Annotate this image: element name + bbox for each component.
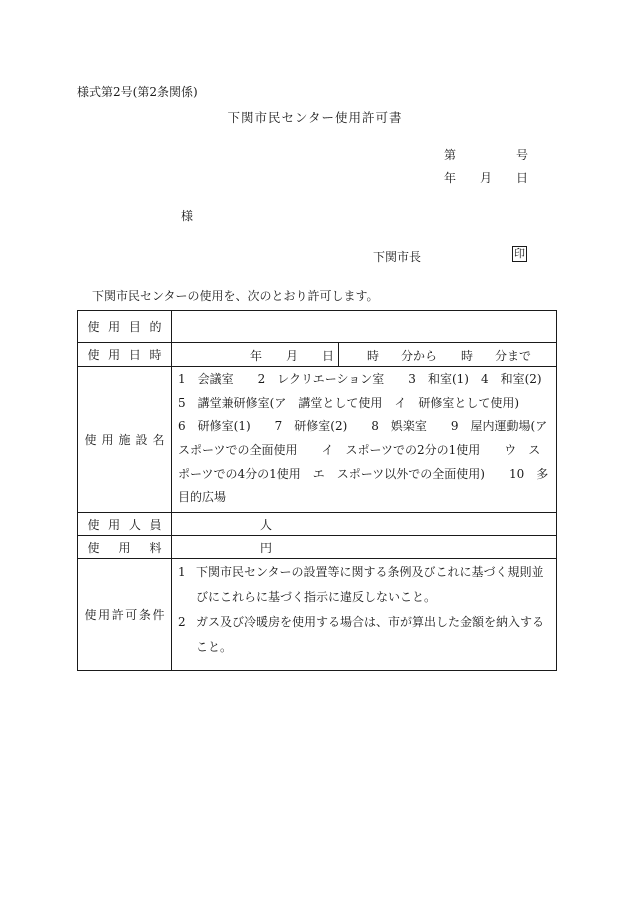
- facility-line: 5 講堂兼研修室(ア 講堂として使用 イ 研修室として使用): [178, 395, 520, 410]
- issuer-name: 下関市長: [373, 250, 422, 264]
- conditions-label-cell: [78, 559, 172, 671]
- label-char: 料: [149, 540, 162, 555]
- people-row: [78, 513, 557, 536]
- label-char: 用: [98, 608, 111, 622]
- datetime-value-cell: [172, 343, 557, 367]
- purpose-value-cell: [172, 311, 557, 343]
- label-char: 的: [149, 320, 162, 334]
- label-char: 施: [118, 433, 131, 447]
- condition-text: ガス及び冷暖房を使用する場合は、市が算出した金額を納入すること。: [196, 615, 545, 654]
- issue-day-label: 日: [515, 171, 528, 185]
- form-number-label: 様式第2号(第2条関係): [77, 85, 198, 99]
- recipient-honorific: 様: [181, 209, 194, 223]
- label-char: 日: [128, 348, 141, 362]
- end-hour-label: 時: [461, 349, 474, 363]
- facility-line: スポーツでの全面使用 イ スポーツでの2分の1使用 ウ ス: [178, 443, 541, 457]
- document-title: 下関市民センター使用許可書: [227, 110, 403, 125]
- label-char: 使: [87, 540, 100, 555]
- label-char: 用: [108, 320, 121, 334]
- purpose-label-cell: [78, 311, 172, 343]
- use-day-label: 日: [322, 349, 335, 363]
- start-hour-label: 時: [367, 349, 380, 363]
- label-char: 員: [149, 517, 162, 532]
- permit-number-line: [444, 146, 528, 163]
- number-prefix: 第: [444, 148, 457, 162]
- conditions-value-cell: [172, 559, 557, 671]
- purpose-row: [78, 311, 557, 343]
- label-char: 人: [128, 517, 141, 532]
- label-char: 使: [84, 433, 97, 447]
- facility-line: 6 研修室(1) 7 研修室(2) 8 娯楽室 9 屋内運動場(ア: [178, 419, 548, 434]
- use-time-subcell: [339, 343, 556, 366]
- label-char: 件: [152, 608, 165, 622]
- label-char: 時: [149, 348, 162, 362]
- label-char: 目: [128, 320, 141, 334]
- fee-unit: 円: [260, 540, 273, 555]
- label-char: 許: [111, 608, 124, 622]
- number-suffix: 号: [515, 148, 528, 162]
- people-label-cell: [78, 513, 172, 536]
- purpose-label: [88, 318, 162, 335]
- use-date-subcell: [172, 343, 339, 366]
- use-year-label: 年: [250, 349, 263, 363]
- label-char: 使: [84, 608, 97, 622]
- condition-number: 1: [178, 565, 186, 579]
- label-char: 設: [135, 433, 148, 447]
- intro-statement: 下関市民センターの使用を、次のとおり許可します。: [92, 289, 379, 303]
- conditions-list: [172, 559, 556, 668]
- facility-label: [85, 431, 165, 448]
- datetime-row: [78, 343, 557, 367]
- issue-date-line: [444, 169, 528, 186]
- facility-options: [172, 367, 556, 512]
- facility-line: 目的広場: [178, 490, 227, 505]
- label-char: 条: [138, 608, 151, 622]
- condition-item: [178, 610, 550, 660]
- fee-value-cell: [172, 536, 557, 559]
- people-label: [88, 516, 162, 533]
- facility-row: [78, 367, 557, 513]
- label-char: 使: [87, 517, 100, 532]
- facility-line: 1 会議室 2 レクリエーション室 3 和室(1) 4 和室(2): [178, 372, 542, 387]
- label-char: 用: [108, 517, 121, 532]
- permit-details-table: [77, 310, 557, 671]
- condition-text: 下関市民センターの設置等に関する条例及びこれに基づく規則並びにこれらに基づく指示に違反しないこと。: [196, 565, 544, 604]
- issue-month-label: 月: [479, 171, 492, 185]
- facility-label-cell: [78, 367, 172, 513]
- label-char: 名: [152, 433, 165, 447]
- condition-item: [178, 560, 550, 610]
- label-char: 用: [101, 433, 114, 447]
- label-char: 使: [87, 320, 100, 334]
- fee-label: [88, 539, 162, 556]
- conditions-row: [78, 559, 557, 671]
- label-char: 用: [108, 348, 121, 362]
- label-char: 可: [125, 608, 138, 622]
- datetime-label: [88, 346, 162, 363]
- use-month-label: 月: [286, 349, 299, 363]
- label-char: 使: [87, 348, 100, 362]
- seal-mark: 印: [514, 247, 525, 260]
- people-unit: 人: [260, 517, 273, 532]
- datetime-label-cell: [78, 343, 172, 367]
- condition-number: 2: [178, 615, 186, 629]
- fee-row: [78, 536, 557, 559]
- fee-label-cell: [78, 536, 172, 559]
- facility-line: ポーツでの4分の1使用 エ スポーツ以外での全面使用) 10 多: [178, 466, 549, 481]
- label-char: 用: [118, 540, 131, 555]
- people-value-cell: [172, 513, 557, 536]
- end-minute-label: 分まで: [495, 349, 532, 363]
- conditions-label: [85, 606, 165, 623]
- issue-year-label: 年: [444, 171, 457, 185]
- start-minute-label: 分から: [401, 349, 438, 363]
- facility-value-cell: [172, 367, 557, 513]
